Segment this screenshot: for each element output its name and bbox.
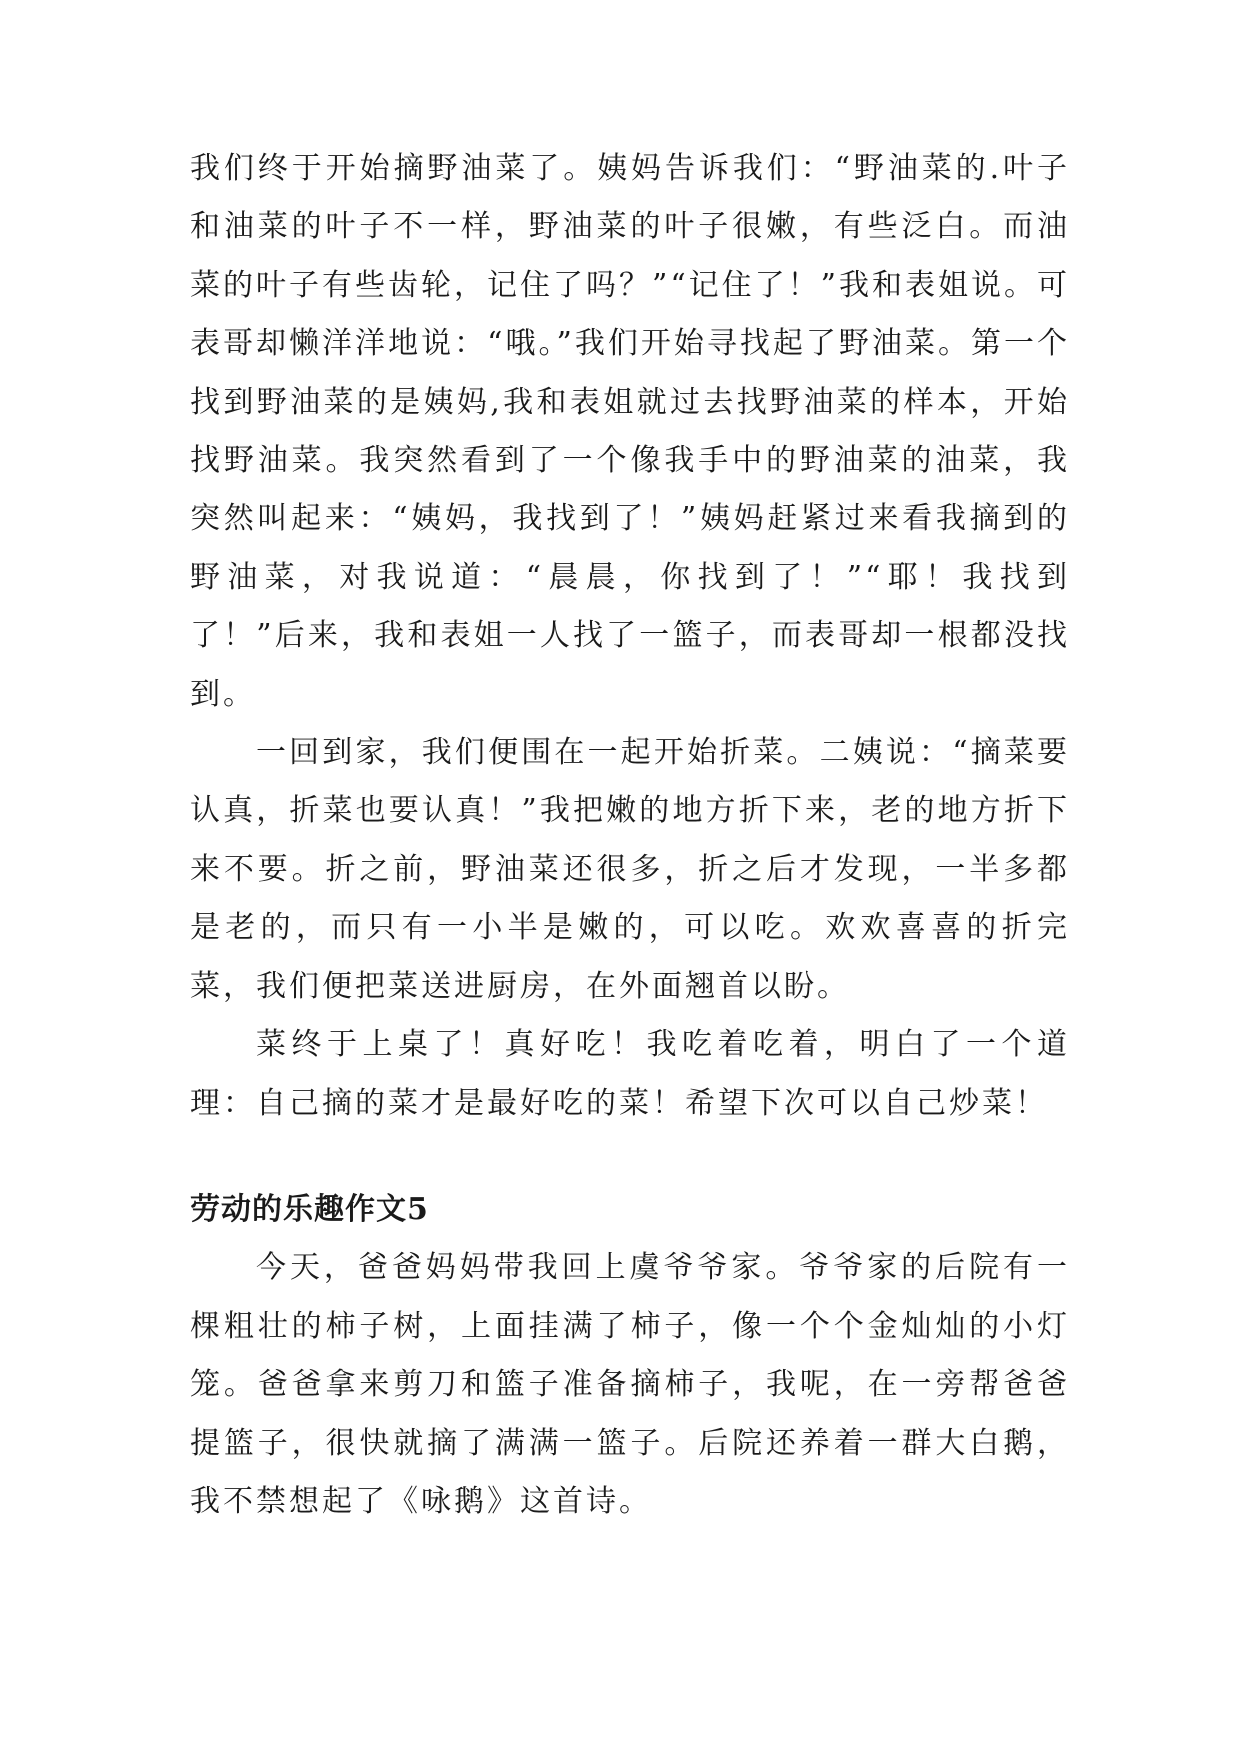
paragraph-3: 菜终于上桌了！真好吃！我吃着吃着，明白了一个道理：自己摘的菜才是最好吃的菜！希望下次可以自己炒菜！ <box>190 1027 1070 1121</box>
paragraph-1: 我们终于开始摘野油菜了。姨妈告诉我们：“野油菜的.叶子和油菜的叶子不一样，野油菜的叶子很嫩，有些泛白。而油菜的叶子有些齿轮，记住了吗？”“记住了！”我和表姐说。可表哥却懒洋洋地说：“哦。”我们开始寻找起了野油菜。第一个找到野油菜的是姨妈,我和表姐就过去找野油菜的样本，开始找野油菜。我突然看到了一个像我手中的野油菜的油菜，我突然叫起来：“姨妈，我找到了！”姨妈赶紧过来看我摘到的野油菜，对我说道：“晨晨，你找到了！”“耶！我找到了！”后来，我和表姐一人找了一篮子，而表哥却一根都没找到。 <box>190 151 1071 712</box>
section-title: 劳动的乐趣作文5 <box>190 1191 429 1227</box>
section-paragraph-1: 今天，爸爸妈妈带我回上虞爷爷家。爷爷家的后院有一棵粗壮的柿子树，上面挂满了柿子，像一个个金灿灿的小灯笼。爸爸拿来剪刀和篮子准备摘柿子，我呢，在一旁帮爸爸提篮子，很快就摘了满满一篮子。后院还养着一群大白鹅，我不禁想起了《咏鹅》这首诗。 <box>190 1250 1070 1519</box>
document-page <box>190 140 1070 1531</box>
paragraph-2: 一回到家，我们便围在一起开始折菜。二姨说：“摘菜要认真，折菜也要认真！”我把嫩的地方折下来，老的地方折下来不要。折之前，野油菜还很多，折之后才发现，一半多都是老的，而只有一小半是嫩的，可以吃。欢欢喜喜的折完菜，我们便把菜送进厨房，在外面翘首以盼。 <box>190 735 1070 1004</box>
